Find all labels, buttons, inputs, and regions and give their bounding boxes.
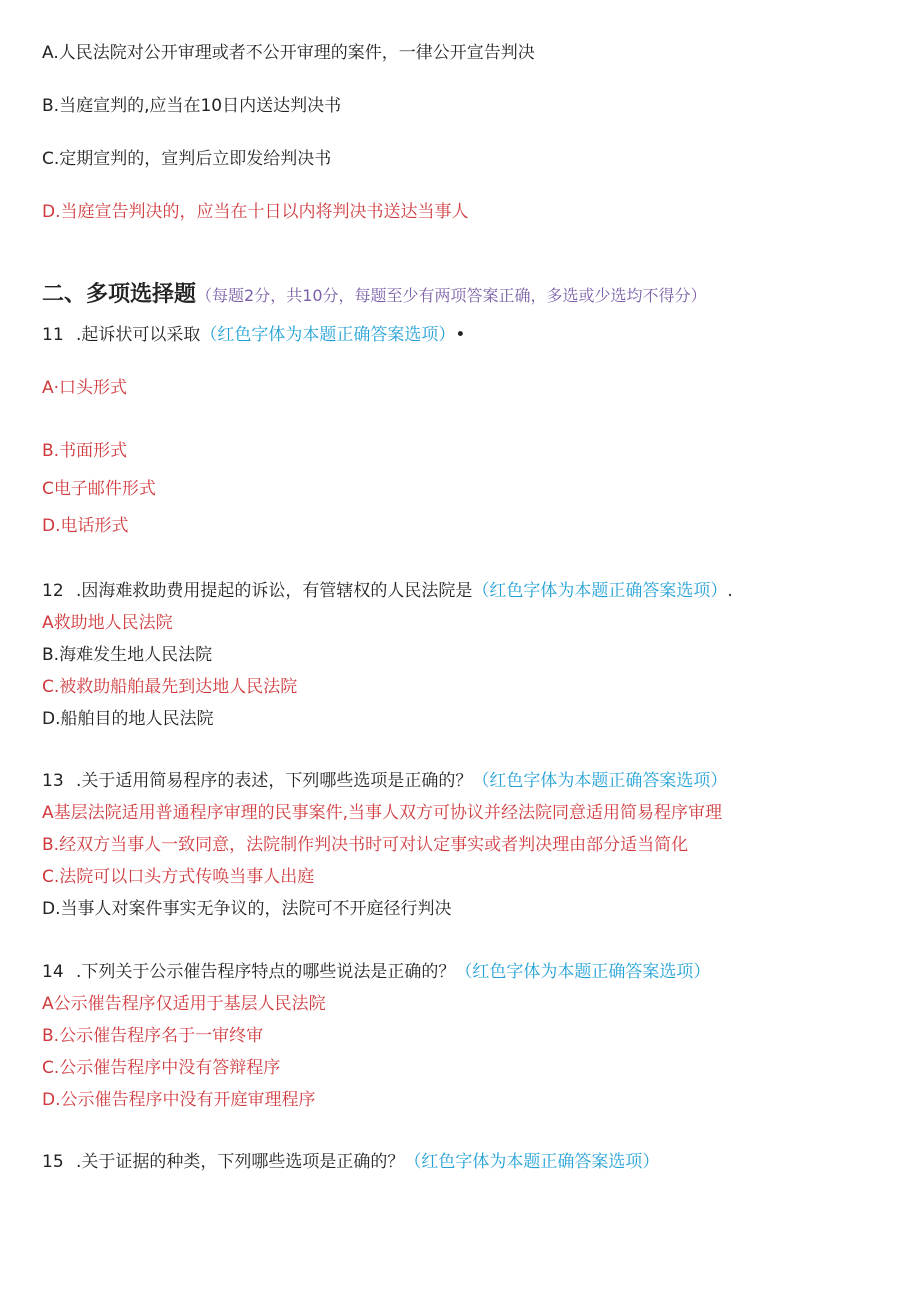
question-12 [42,580,733,602]
q13-option-a: A基层法院适用普通程序审理的民事案件,当事人双方可协议并经法院同意适用简易程序审理 [42,803,723,823]
q14-option-b: B.公示催告程序名于一审终审 [42,1026,264,1046]
q13-option-b: B.经双方当事人一致同意，法院制作判决书时可对认定事实或者判决理由部分适当简化 [42,835,689,855]
section-title: 二、多项选择题 [42,282,197,307]
question-stem: .下列关于公示催告程序特点的哪些说法是正确的？ [76,962,456,982]
question-13 [42,770,727,792]
prev-option-c: C.定期宣判的，宣判后立即发给判决书 [42,149,332,169]
q13-option-c: C.法院可以口头方式传唤当事人出庭 [42,867,315,887]
q12-option-c: C.被救助船舶最先到达地人民法院 [42,677,298,697]
answer-hint: （红色字体为本题正确答案选项） [455,962,711,982]
question-number: 15 [42,1152,64,1172]
q12-option-a: A救助地人民法院 [42,613,173,633]
question-14 [42,961,710,983]
trail-mark: . [727,581,733,601]
section-note: （每题2分，共10分，每题至少有两项答案正确，多选或少选均不得分） [196,286,707,305]
question-number: 12 [42,581,64,601]
q12-option-b: B.海难发生地人民法院 [42,645,213,665]
q14-option-c: C.公示催告程序中没有答辩程序 [42,1058,281,1078]
question-number: 14 [42,962,64,982]
question-number: 13 [42,771,64,791]
q14-option-a: A公示催告程序仅适用于基层人民法院 [42,994,326,1014]
answer-hint: （红色字体为本题正确答案选项） [404,1152,660,1172]
question-stem: .关于证据的种类，下列哪些选项是正确的？ [76,1152,405,1172]
prev-option-b: B.当庭宣判的,应当在10日内送达判决书 [42,96,342,116]
q11-option-d: D.电话形式 [42,516,129,536]
q13-option-d: D.当事人对案件事实无争议的，法院可不开庭径行判决 [42,899,452,919]
question-stem: .关于适用简易程序的表述，下列哪些选项是正确的？ [76,771,473,791]
q11-option-b: B.书面形式 [42,441,128,461]
question-11 [42,324,465,346]
question-number: 11 [42,325,64,345]
prev-option-a: A.人民法院对公开审理或者不公开审理的案件，一律公开宣告判决 [42,43,535,63]
section-heading [42,282,707,309]
q11-option-a: A·口头形式 [42,378,128,398]
q12-option-d: D.船舶目的地人民法院 [42,709,214,729]
trail-mark: • [455,325,466,345]
question-stem: .起诉状可以采取 [76,325,201,345]
q11-option-c: C电子邮件形式 [42,479,156,499]
question-15 [42,1151,659,1173]
q14-option-d: D.公示催告程序中没有开庭审理程序 [42,1090,316,1110]
answer-hint: （红色字体为本题正确答案选项） [472,581,728,601]
answer-hint: （红色字体为本题正确答案选项） [472,771,728,791]
prev-option-d: D.当庭宣告判决的，应当在十日以内将判决书送达当事人 [42,202,469,222]
answer-hint: （红色字体为本题正确答案选项） [200,325,456,345]
question-stem: .因海难救助费用提起的诉讼，有管辖权的人民法院是 [76,581,473,601]
